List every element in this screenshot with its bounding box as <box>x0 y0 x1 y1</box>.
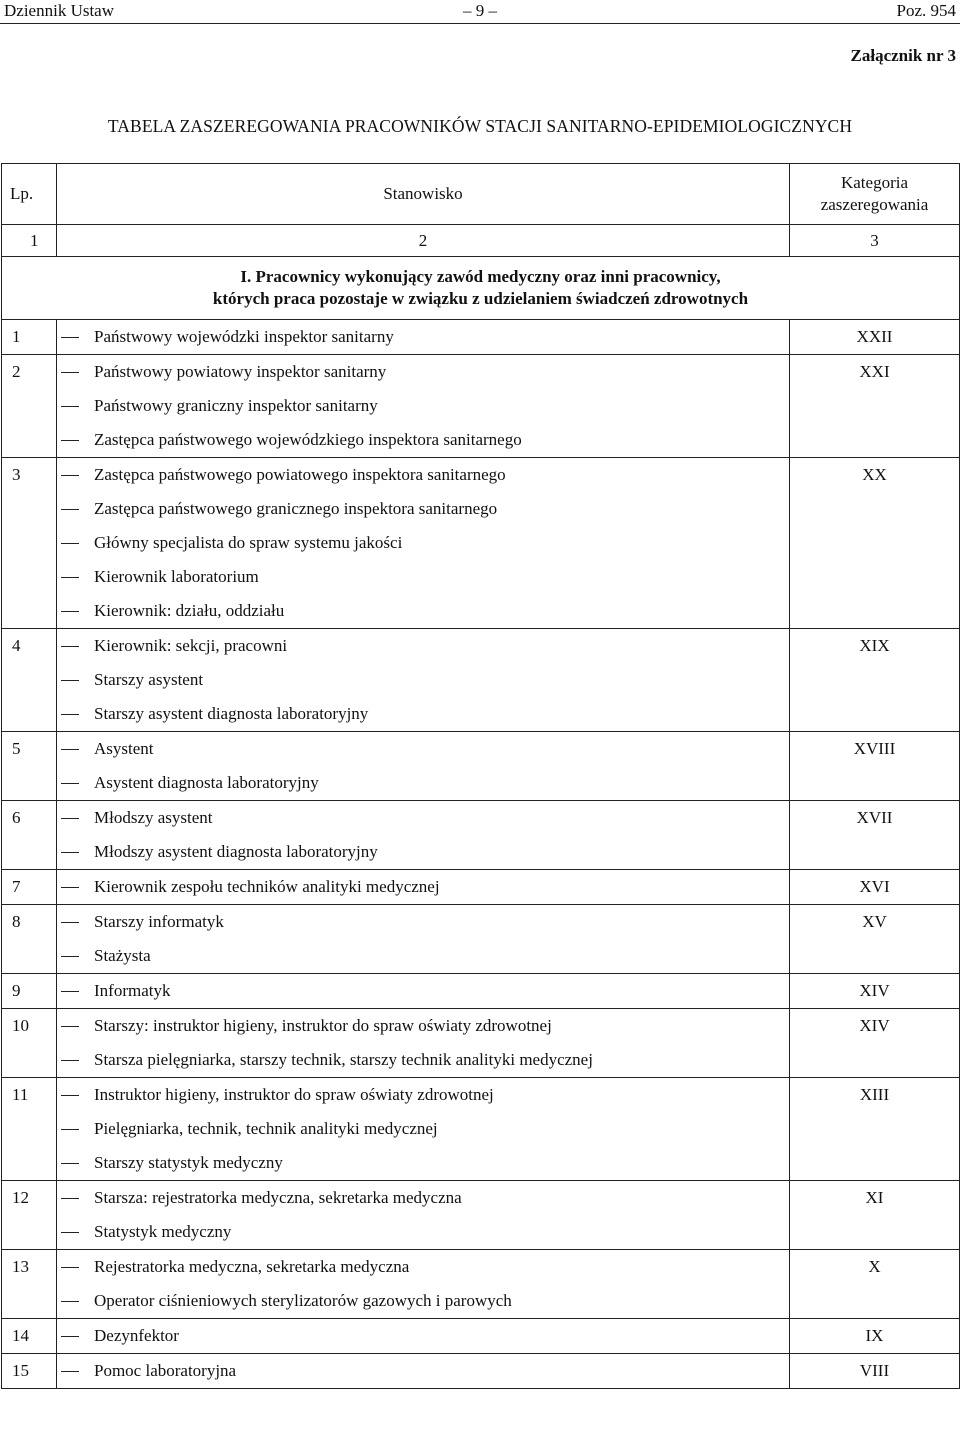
position-number: Poz. 954 <box>896 1 956 20</box>
annex-label: Załącznik nr 3 <box>850 46 956 65</box>
position-name: Główny specjalista do spraw systemu jakości <box>94 533 403 552</box>
page-header <box>0 0 960 24</box>
position-name: Starsza: rejestratorka medyczna, sekretarka medyczna <box>94 1188 462 1207</box>
row-lp <box>2 732 57 801</box>
row-lp-value: 11 <box>12 1085 29 1104</box>
position-item <box>57 526 789 560</box>
position-item <box>57 1009 789 1043</box>
position-name: Kierownik laboratorium <box>94 567 259 586</box>
row-lp-value: 7 <box>12 877 21 896</box>
dash-bullet-icon <box>61 1095 79 1096</box>
dash-bullet-icon <box>61 1198 79 1199</box>
row-positions <box>57 355 790 458</box>
table-row <box>2 320 960 355</box>
position-name: Państwowy wojewódzki inspektor sanitarny <box>94 327 394 346</box>
row-category-value: XXI <box>859 362 890 381</box>
dash-bullet-icon <box>61 577 79 578</box>
table-row <box>2 1009 960 1078</box>
row-category <box>790 801 960 870</box>
row-positions <box>57 1250 790 1319</box>
position-name: Starszy statystyk medyczny <box>94 1153 283 1172</box>
dash-bullet-icon <box>61 406 79 407</box>
row-category-value: XI <box>865 1188 884 1207</box>
position-name: Zastępca państwowego wojewódzkiego inspektora sanitarnego <box>94 430 522 449</box>
position-item <box>57 389 789 423</box>
row-lp-value: 13 <box>12 1257 29 1276</box>
col-number-3: 3 <box>790 225 960 257</box>
journal-name: Dziennik Ustaw <box>4 1 115 20</box>
header-divider <box>0 23 960 24</box>
grading-table <box>1 163 960 1389</box>
position-item <box>57 1043 789 1077</box>
row-lp <box>2 458 57 629</box>
table-row <box>2 905 960 974</box>
dash-bullet-icon <box>61 1301 79 1302</box>
dash-bullet-icon <box>61 1371 79 1372</box>
row-category-value: XXII <box>856 327 893 346</box>
row-lp-value: 10 <box>12 1016 29 1035</box>
row-lp-value: 8 <box>12 912 21 931</box>
document-title: TABELA ZASZEREGOWANIA PRACOWNIKÓW STACJI SANITARNO-EPIDEMIOLOGICZNYCH <box>107 116 853 136</box>
dash-bullet-icon <box>61 1163 79 1164</box>
dash-bullet-icon <box>61 475 79 476</box>
header-lp: Lp. <box>2 164 57 225</box>
table-row <box>2 1078 960 1181</box>
position-item <box>57 1181 789 1215</box>
row-category-value: XIII <box>859 1085 890 1104</box>
row-lp <box>2 1181 57 1250</box>
table-row <box>2 801 960 870</box>
table-row <box>2 1354 960 1389</box>
page-number: – 9 – <box>463 1 497 20</box>
row-positions <box>57 870 790 905</box>
dash-bullet-icon <box>61 372 79 373</box>
row-category-value: XVIII <box>853 739 896 758</box>
position-item <box>57 766 789 800</box>
position-name: Starszy: instruktor higieny, instruktor do spraw oświaty zdrowotnej <box>94 1016 552 1035</box>
row-positions <box>57 320 790 355</box>
col-number-1: 1 <box>2 225 57 257</box>
position-item <box>57 594 789 628</box>
row-lp-value: 4 <box>12 636 21 655</box>
dash-bullet-icon <box>61 337 79 338</box>
row-lp <box>2 1319 57 1354</box>
dash-bullet-icon <box>61 714 79 715</box>
position-name: Stażysta <box>94 946 151 965</box>
position-name: Asystent diagnosta laboratoryjny <box>94 773 319 792</box>
row-lp <box>2 870 57 905</box>
row-category-value: XVII <box>856 808 893 827</box>
dash-bullet-icon <box>61 1026 79 1027</box>
dash-bullet-icon <box>61 1267 79 1268</box>
dash-bullet-icon <box>61 956 79 957</box>
position-item <box>57 801 789 835</box>
row-positions <box>57 1181 790 1250</box>
position-item <box>57 663 789 697</box>
position-name: Młodszy asystent <box>94 808 213 827</box>
section-row <box>2 257 960 320</box>
dash-bullet-icon <box>61 543 79 544</box>
table-row <box>2 458 960 629</box>
position-item <box>57 732 789 766</box>
position-name: Starszy informatyk <box>94 912 224 931</box>
table-row <box>2 355 960 458</box>
position-name: Państwowy powiatowy inspektor sanitarny <box>94 362 387 381</box>
table-row <box>2 732 960 801</box>
row-category-value: XIV <box>859 981 890 1000</box>
position-item <box>57 870 789 904</box>
row-category <box>790 1250 960 1319</box>
row-category-value: XVI <box>859 877 890 896</box>
row-category-value: XIX <box>859 636 890 655</box>
row-category-value: VIII <box>859 1361 890 1380</box>
position-name: Statystyk medyczny <box>94 1222 232 1241</box>
section-heading <box>2 257 960 320</box>
position-item <box>57 1215 789 1249</box>
row-lp-value: 15 <box>12 1361 29 1380</box>
position-name: Starszy asystent diagnosta laboratoryjny <box>94 704 369 723</box>
row-category <box>790 629 960 732</box>
dash-bullet-icon <box>61 440 79 441</box>
row-lp-value: 3 <box>12 465 21 484</box>
section-heading-line1: I. Pracownicy wykonujący zawód medyczny oraz inni pracownicy, <box>240 267 721 286</box>
table-row <box>2 1319 960 1354</box>
position-name: Kierownik: sekcji, pracowni <box>94 636 288 655</box>
position-item <box>57 492 789 526</box>
row-positions <box>57 905 790 974</box>
position-name: Pielęgniarka, technik, technik analityki medycznej <box>94 1119 438 1138</box>
row-category-value: X <box>868 1257 881 1276</box>
header-category-line2: zaszeregowania <box>820 195 929 214</box>
column-number-row <box>2 225 960 257</box>
row-lp-value: 9 <box>12 981 21 1000</box>
dash-bullet-icon <box>61 680 79 681</box>
row-category-value: IX <box>865 1326 884 1345</box>
position-name: Pomoc laboratoryjna <box>94 1361 237 1380</box>
row-category <box>790 1009 960 1078</box>
position-item <box>57 974 789 1008</box>
row-category <box>790 320 960 355</box>
dash-bullet-icon <box>61 783 79 784</box>
table-row <box>2 974 960 1009</box>
position-item <box>57 355 789 389</box>
dash-bullet-icon <box>61 1060 79 1061</box>
row-category <box>790 355 960 458</box>
row-category <box>790 1078 960 1181</box>
row-lp-value: 12 <box>12 1188 29 1207</box>
position-item <box>57 1112 789 1146</box>
position-item <box>57 835 789 869</box>
position-name: Informatyk <box>94 981 171 1000</box>
header-position: Stanowisko <box>57 164 790 225</box>
row-lp <box>2 974 57 1009</box>
row-lp <box>2 1250 57 1319</box>
dash-bullet-icon <box>61 1129 79 1130</box>
row-lp <box>2 320 57 355</box>
position-item <box>57 560 789 594</box>
position-item <box>57 1250 789 1284</box>
row-lp <box>2 905 57 974</box>
position-item <box>57 1354 789 1388</box>
dash-bullet-icon <box>61 1336 79 1337</box>
position-name: Zastępca państwowego granicznego inspektora sanitarnego <box>94 499 498 518</box>
col-number-2: 2 <box>57 225 790 257</box>
row-category <box>790 974 960 1009</box>
position-item <box>57 1284 789 1318</box>
position-item <box>57 1319 789 1353</box>
row-lp-value: 5 <box>12 739 21 758</box>
position-name: Instruktor higieny, instruktor do spraw oświaty zdrowotnej <box>94 1085 494 1104</box>
position-item <box>57 629 789 663</box>
row-lp <box>2 629 57 732</box>
row-lp <box>2 1354 57 1389</box>
dash-bullet-icon <box>61 646 79 647</box>
table-row <box>2 629 960 732</box>
row-lp-value: 14 <box>12 1326 29 1345</box>
position-name: Kierownik zespołu techników analityki medycznej <box>94 877 440 896</box>
row-positions <box>57 801 790 870</box>
row-lp <box>2 1009 57 1078</box>
row-category <box>790 1181 960 1250</box>
position-item <box>57 939 789 973</box>
dash-bullet-icon <box>61 1232 79 1233</box>
row-category <box>790 1319 960 1354</box>
table-row <box>2 870 960 905</box>
row-positions <box>57 1078 790 1181</box>
row-positions <box>57 458 790 629</box>
position-name: Asystent <box>94 739 154 758</box>
position-item <box>57 697 789 731</box>
row-category-value: XV <box>862 912 887 931</box>
dash-bullet-icon <box>61 818 79 819</box>
table-row <box>2 1181 960 1250</box>
position-name: Rejestratorka medyczna, sekretarka medyczna <box>94 1257 410 1276</box>
row-positions <box>57 1319 790 1354</box>
row-category <box>790 905 960 974</box>
dash-bullet-icon <box>61 887 79 888</box>
dash-bullet-icon <box>61 991 79 992</box>
position-item <box>57 905 789 939</box>
table-header-row <box>2 164 960 225</box>
position-item <box>57 320 789 354</box>
section-heading-line2: których praca pozostaje w związku z udzielaniem świadczeń zdrowotnych <box>212 289 749 308</box>
position-name: Starsza pielęgniarka, starszy technik, starszy technik analityki medycznej <box>94 1050 593 1069</box>
row-lp-value: 1 <box>12 327 21 346</box>
row-category <box>790 458 960 629</box>
position-item <box>57 458 789 492</box>
row-positions <box>57 1009 790 1078</box>
row-lp <box>2 1078 57 1181</box>
position-name: Zastępca państwowego powiatowego inspektora sanitarnego <box>94 465 506 484</box>
row-positions <box>57 732 790 801</box>
position-name: Kierownik: działu, oddziału <box>94 601 285 620</box>
row-category-value: XIV <box>859 1016 890 1035</box>
dash-bullet-icon <box>61 749 79 750</box>
position-item <box>57 1146 789 1180</box>
row-positions <box>57 974 790 1009</box>
row-positions <box>57 1354 790 1389</box>
row-category <box>790 1354 960 1389</box>
row-lp-value: 6 <box>12 808 21 827</box>
position-name: Państwowy graniczny inspektor sanitarny <box>94 396 378 415</box>
position-item <box>57 1078 789 1112</box>
dash-bullet-icon <box>61 509 79 510</box>
dash-bullet-icon <box>61 922 79 923</box>
position-name: Młodszy asystent diagnosta laboratoryjny <box>94 842 378 861</box>
row-positions <box>57 629 790 732</box>
table-row <box>2 1250 960 1319</box>
position-item <box>57 423 789 457</box>
position-name: Dezynfektor <box>94 1326 179 1345</box>
dash-bullet-icon <box>61 611 79 612</box>
row-category <box>790 870 960 905</box>
header-category-line1: Kategoria <box>840 173 909 192</box>
dash-bullet-icon <box>61 852 79 853</box>
row-category-value: XX <box>862 465 887 484</box>
row-lp <box>2 801 57 870</box>
position-name: Starszy asystent <box>94 670 204 689</box>
row-category <box>790 732 960 801</box>
header-category <box>790 164 960 225</box>
row-lp <box>2 355 57 458</box>
row-lp-value: 2 <box>12 362 21 381</box>
position-name: Operator ciśnieniowych sterylizatorów gazowych i parowych <box>94 1291 512 1310</box>
